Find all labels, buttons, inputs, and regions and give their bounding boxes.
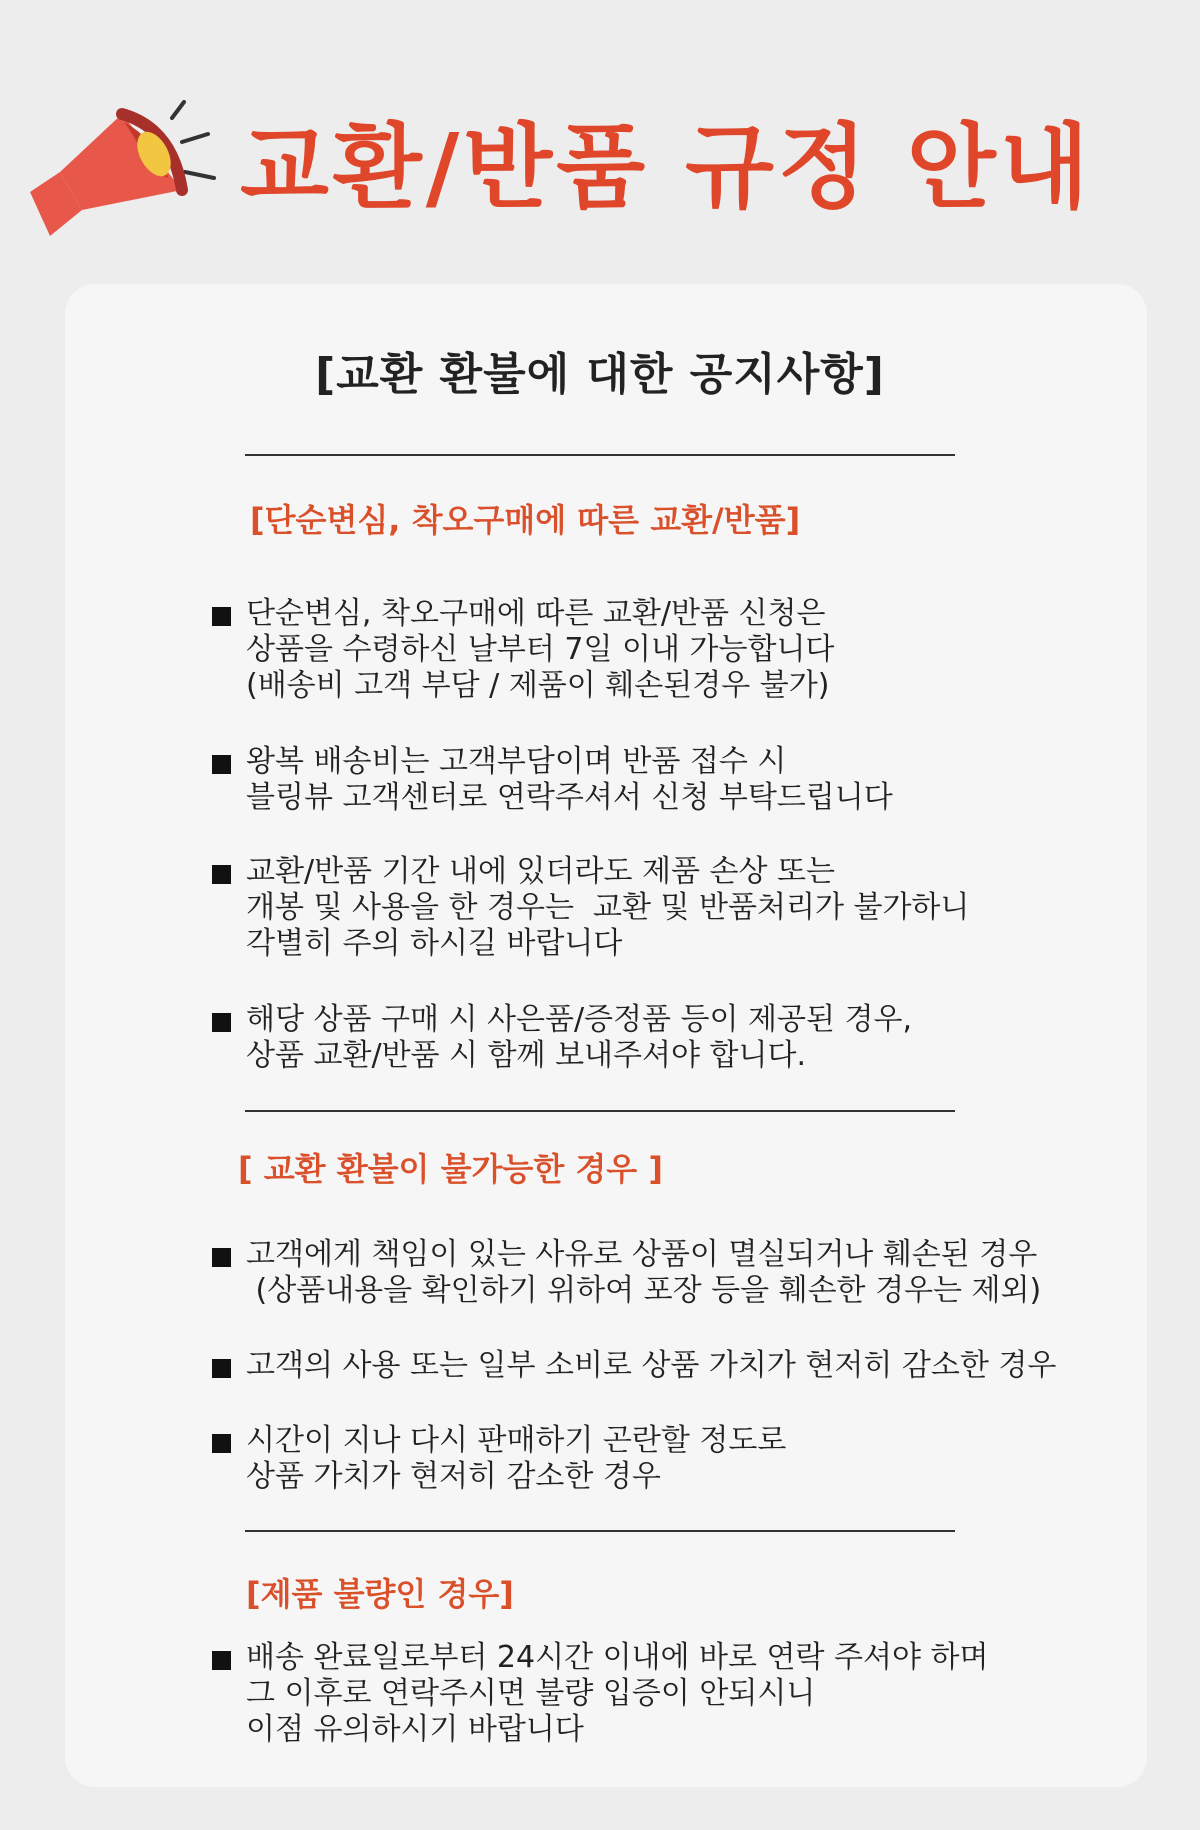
square-bullet-icon: [212, 1651, 231, 1670]
item-line: 상품을 수령하신 날부터 7일 이내 가능합니다: [246, 632, 835, 667]
section-title-change-of-mind: [단순변심, 착오구매에 따른 교환/반품]: [250, 501, 801, 539]
item-line: 개봉 및 사용을 한 경우는 교환 및 반품처리가 불가하니: [246, 890, 970, 925]
item-text: [246, 744, 893, 816]
item-line: 시간이 지나 다시 판매하기 곤란할 정도로: [246, 1423, 787, 1458]
item-text: [246, 1640, 989, 1748]
square-bullet-icon: [212, 1248, 231, 1267]
divider: [245, 454, 955, 456]
square-bullet-icon: [212, 865, 231, 884]
divider: [245, 1530, 955, 1532]
item-line: 해당 상품 구매 시 사은품/증정품 등이 제공된 경우,: [246, 1002, 912, 1037]
megaphone-icon: [22, 100, 222, 250]
square-bullet-icon: [212, 607, 231, 626]
item-line: 블링뷰 고객센터로 연락주셔서 신청 부탁드립니다: [246, 780, 893, 815]
item-line: 배송 완료일로부터 24시간 이내에 바로 연락 주셔야 하며: [246, 1640, 989, 1675]
item-line: 왕복 배송비는 고객부담이며 반품 접수 시: [246, 744, 787, 779]
item-line: 단순변심, 착오구매에 따른 교환/반품 신청은: [246, 596, 826, 631]
item-text: [246, 596, 834, 704]
page-title: 교환/반품 규정 안내: [240, 114, 1093, 221]
item-line: 상품 가치가 현저히 감소한 경우: [246, 1459, 661, 1494]
item-line: 이점 유의하시기 바랍니다: [246, 1712, 584, 1747]
item-line: (상품내용을 확인하기 위하여 포장 등을 훼손한 경우는 제외): [246, 1273, 1042, 1308]
item-line: 교환/반품 기간 내에 있더라도 제품 손상 또는: [246, 854, 835, 889]
square-bullet-icon: [212, 1359, 231, 1378]
item-text: [246, 1002, 912, 1074]
square-bullet-icon: [212, 755, 231, 774]
card-title: [교환 환불에 대한 공지사항]: [315, 349, 885, 400]
item-line: 그 이후로 연락주시면 불량 입증이 안되시니: [246, 1676, 816, 1711]
item-line: 각별히 주의 하시길 바랍니다: [246, 926, 623, 961]
item-line: 고객의 사용 또는 일부 소비로 상품 가치가 현저히 감소한 경우: [246, 1348, 1057, 1383]
square-bullet-icon: [212, 1013, 231, 1032]
square-bullet-icon: [212, 1434, 231, 1453]
item-text: [246, 1348, 1056, 1384]
item-text: [246, 854, 969, 962]
section-title-non-refundable: [ 교환 환불이 불가능한 경우 ]: [238, 1150, 663, 1188]
item-line: (배송비 고객 부담 / 제품이 훼손된경우 불가): [246, 668, 830, 703]
item-text: [246, 1423, 786, 1495]
item-line: 고객에게 책임이 있는 사유로 상품이 멸실되거나 훼손된 경우: [246, 1237, 1038, 1272]
item-line: 상품 교환/반품 시 함께 보내주셔야 합니다.: [246, 1038, 806, 1073]
section-title-defective: [제품 불량인 경우]: [246, 1575, 514, 1613]
page-header: [0, 0, 1200, 280]
item-text: [246, 1237, 1041, 1309]
divider: [245, 1110, 955, 1112]
